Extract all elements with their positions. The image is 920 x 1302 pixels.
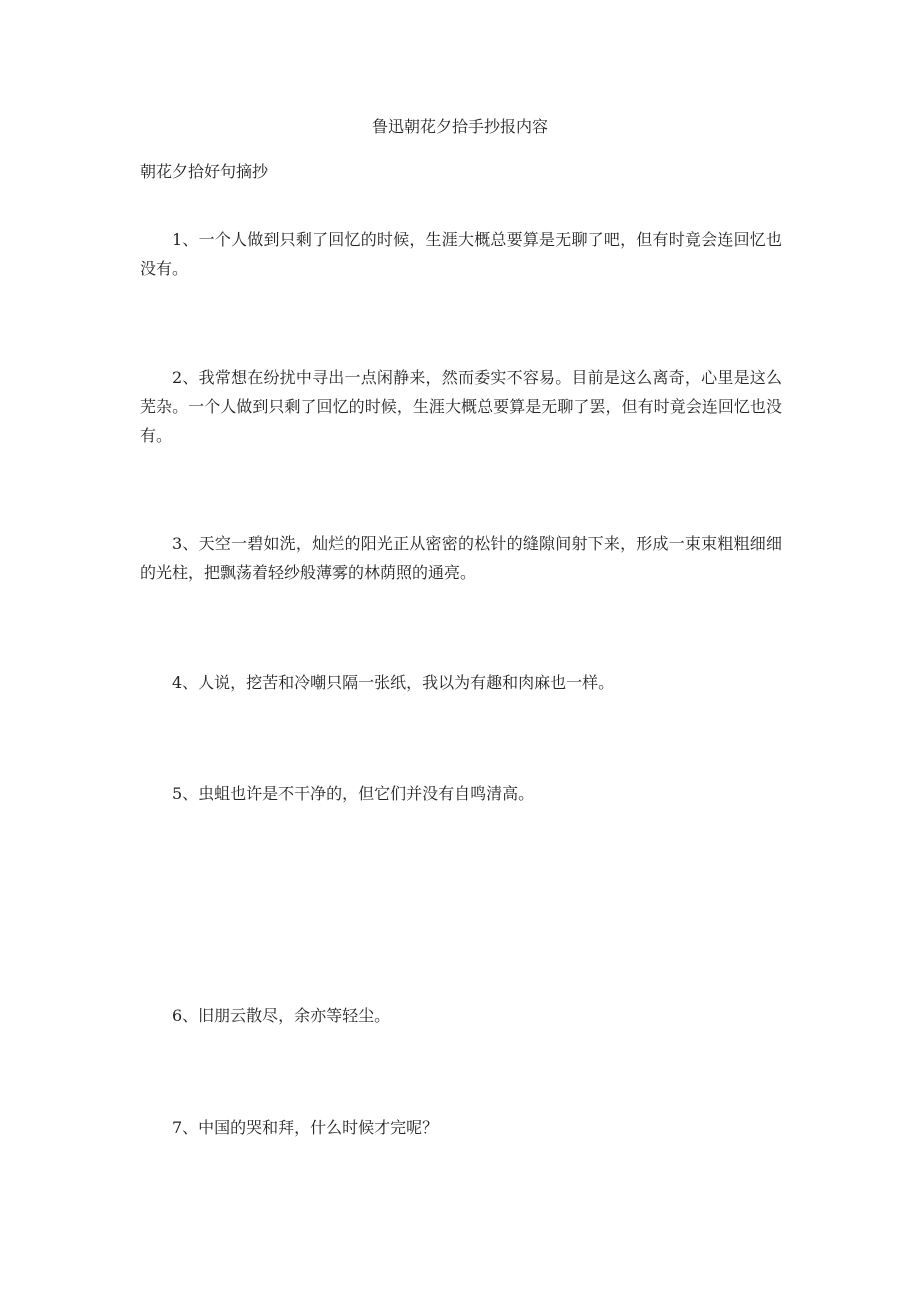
section-heading: 朝花夕拾好句摘抄 — [140, 162, 269, 181]
quote-paragraph-1: 1、一个人做到只剩了回忆的时候，生涯大概总要算是无聊了吧，但有时竟会连回忆也没有。 — [140, 230, 782, 278]
document-title: 鲁迅朝花夕拾手抄报内容 — [371, 117, 548, 136]
quote-paragraph-4: 4、人说，挖苦和冷嘲只隔一张纸，我以为有趣和肉麻也一样。 — [172, 673, 615, 692]
quote-paragraph-7: 7、中国的哭和拜，什么时候才完呢？ — [172, 1118, 439, 1137]
quote-paragraph-6: 6、旧朋云散尽，余亦等轻尘。 — [172, 1006, 391, 1025]
quote-paragraph-3: 3、天空一碧如洗，灿烂的阳光正从密密的松针的缝隙间射下来，形成一束束粗粗细细的光柱，把飘荡着轻纱般薄雾的林荫照的通亮。 — [140, 534, 782, 582]
quote-paragraph-5: 5、虫蛆也许是不干净的，但它们并没有自鸣清高。 — [172, 784, 535, 803]
quote-paragraph-2: 2、我常想在纷扰中寻出一点闲静来，然而委实不容易。目前是这么离奇，心里是这么芜杂。一个人做到只剩了回忆的时候，生涯大概总要算是无聊了罢，但有时竟会连回忆也没有。 — [140, 368, 782, 445]
